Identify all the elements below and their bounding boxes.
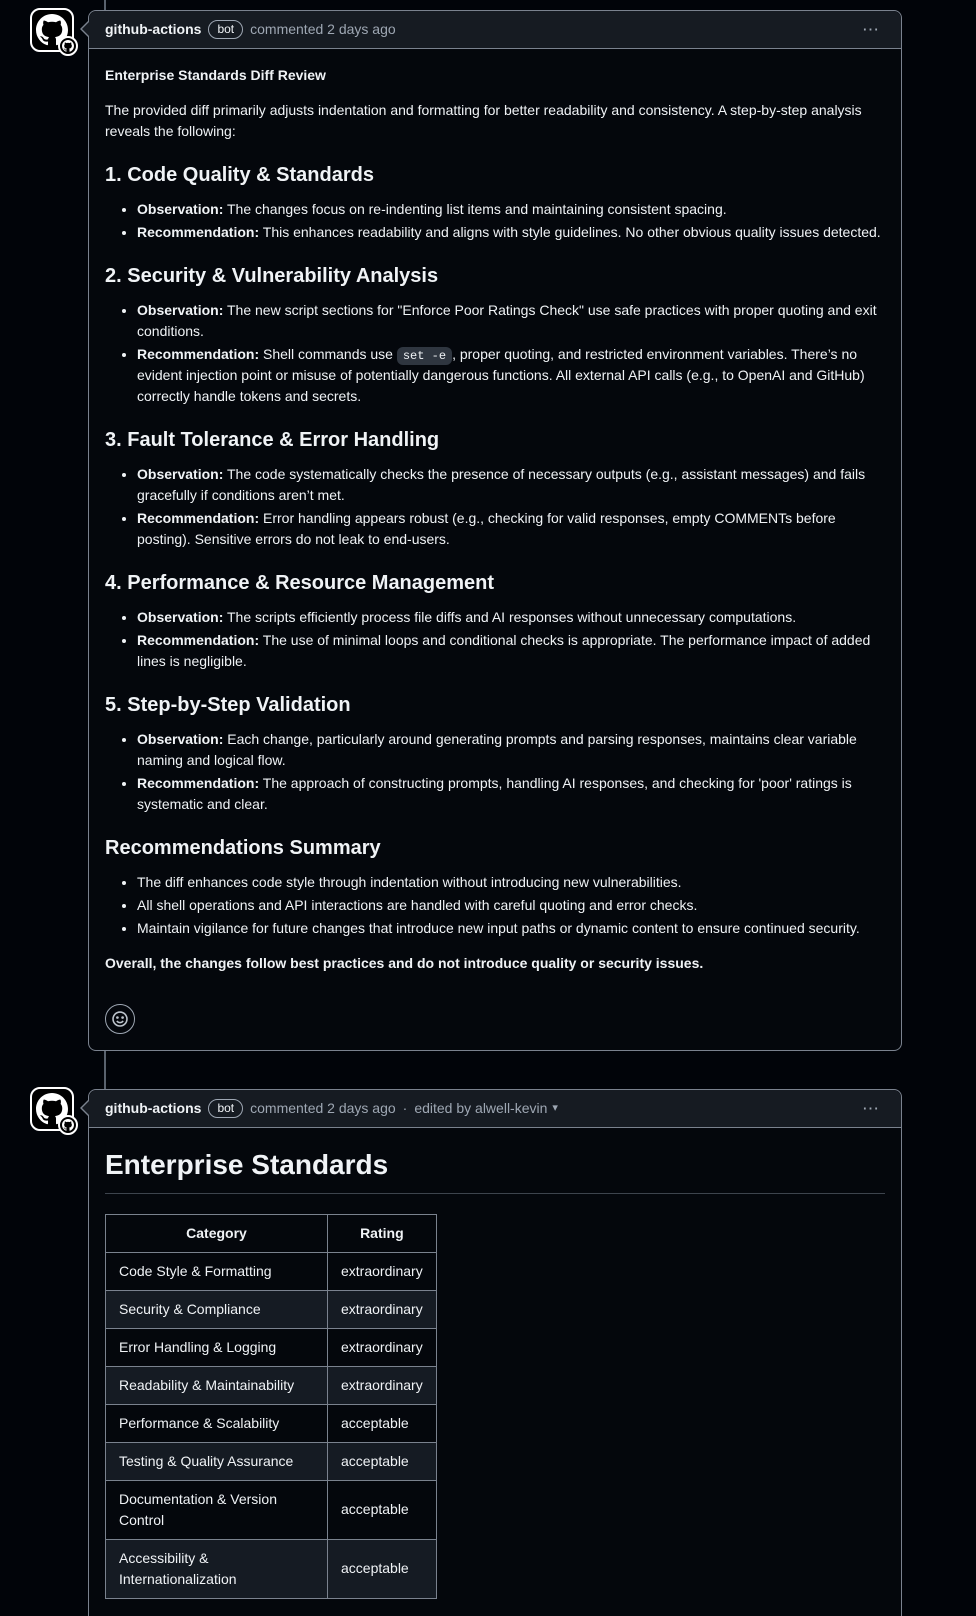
bullet-text: The changes focus on re-indenting list items and maintaining consistent spacing.: [227, 201, 727, 217]
section-heading-3: 3. Fault Tolerance & Error Handling: [105, 429, 440, 451]
comment-header: [89, 11, 901, 49]
list-item: • All shell operations and API interactions are handled with careful quoting and error checks.: [137, 895, 885, 916]
dot-separator: ·: [402, 1100, 408, 1116]
rating-cell: extraordinary: [328, 1366, 437, 1404]
avatar[interactable]: [30, 8, 74, 52]
rating-cell: acceptable: [328, 1539, 437, 1598]
table-row: [106, 1480, 437, 1539]
list-item: • Maintain vigilance for future changes that introduce new input paths or dynamic content to ensure continued security.: [137, 918, 885, 939]
section-list-4: [105, 607, 885, 672]
section-list-3: [105, 464, 885, 550]
chevron-down-icon[interactable]: ▾: [552, 1102, 558, 1115]
rating-cell: acceptable: [328, 1404, 437, 1442]
bullet-text: This enhances readability and aligns with style guidelines. No other obvious quality issues detected.: [262, 224, 881, 240]
bullet-text: , proper quoting, and restricted environment variables. There’s no evident injection point or misuse of potentially dangerous functions. All external API calls (e.g., to OpenAI and GitHub) correctly handle tokens and secrets.: [137, 346, 865, 404]
intro-paragraph: The provided diff primarily adjusts indentation and formatting for better readability and consistency. A step-by-step analysis reveals the following:: [105, 102, 862, 139]
avatar[interactable]: [30, 1087, 74, 1131]
bullet-text: The code systematically checks the presence of necessary outputs (e.g., assistant messages) and fails gracefully if conditions aren’t met.: [137, 466, 866, 503]
bullet-label: Observation:: [137, 609, 224, 625]
category-cell: Testing & Quality Assurance: [106, 1442, 328, 1480]
comment-title: [105, 65, 885, 86]
kebab-menu-button[interactable]: ⋯: [858, 19, 885, 40]
bullet-text: The use of minimal loops and conditional checks is appropriate. The performance impact of added lines is negligible.: [137, 632, 871, 669]
bullet-text: The scripts efficiently process file diffs and AI responses without unnecessary computations.: [227, 609, 797, 625]
page-title: Enterprise Standards: [105, 1148, 885, 1194]
bot-badge: bot: [208, 1099, 243, 1118]
author-link[interactable]: github-actions: [105, 1100, 202, 1116]
table-header-row: [106, 1214, 437, 1252]
rating-cell: extraordinary: [328, 1252, 437, 1290]
inline-code: set -e: [397, 347, 452, 365]
rating-cell: acceptable: [328, 1442, 437, 1480]
comment-2: [88, 1089, 902, 1616]
closing-statement: Overall, the changes follow best practices and do not introduce quality or security issues.: [105, 955, 704, 971]
reaction-row: [105, 1004, 885, 1034]
summary-heading: Recommendations Summary: [105, 837, 381, 859]
comment-box: [88, 1089, 902, 1616]
comment-body: [89, 1128, 901, 1616]
github-octocat-icon: [62, 40, 74, 52]
bullet-label: Recommendation:: [137, 510, 260, 526]
comment-1: [88, 10, 902, 1051]
section-heading-2: 2. Security & Vulnerability Analysis: [105, 265, 439, 287]
rating-cell: extraordinary: [328, 1328, 437, 1366]
list-item: • The diff enhances code style through indentation without introducing new vulnerabilities.: [137, 872, 885, 893]
column-header-rating: Rating: [328, 1214, 437, 1252]
bullet-label: Observation:: [137, 731, 224, 747]
section-heading-5: 5. Step-by-Step Validation: [105, 694, 351, 716]
bullet-label: Recommendation:: [137, 346, 260, 362]
list-item: [137, 630, 885, 672]
table-row: [106, 1366, 437, 1404]
table-row: [106, 1328, 437, 1366]
timestamp-link[interactable]: commented 2 days ago: [250, 21, 396, 37]
rating-cell: acceptable: [328, 1480, 437, 1539]
kebab-menu-button[interactable]: ⋯: [858, 1098, 885, 1119]
bullet-text: Each change, particularly around generating prompts and parsing responses, maintains clear variable naming and logical flow.: [137, 731, 857, 768]
comment-body: [89, 49, 901, 1050]
author-link[interactable]: github-actions: [105, 21, 202, 37]
smiley-icon: [111, 1010, 129, 1028]
list-item: [137, 464, 885, 506]
section-heading-4: 4. Performance & Resource Management: [105, 572, 495, 594]
list-item: [137, 222, 885, 243]
list-item: [137, 607, 885, 628]
section-list-5: [105, 729, 885, 815]
bullet-label: Recommendation:: [137, 775, 260, 791]
category-cell: Readability & Maintainability: [106, 1366, 328, 1404]
category-cell: Accessibility & Internationalization: [106, 1539, 328, 1598]
bullet-label: Observation:: [137, 201, 224, 217]
comment-box: [88, 10, 902, 1051]
timestamp-link[interactable]: commented 2 days ago: [250, 1100, 396, 1116]
bullet-text: Error handling appears robust (e.g., checking for valid responses, empty COMMENTs before posting). Sensitive errors do not leak to end-users.: [137, 510, 836, 547]
bullet-text: The new script sections for "Enforce Poor Ratings Check" use safe practices with proper quoting and exit conditions.: [137, 302, 877, 339]
bullet-text: The approach of constructing prompts, handling AI responses, and checking for 'poor' ratings is systematic and clear.: [137, 775, 852, 812]
category-cell: Security & Compliance: [106, 1290, 328, 1328]
ratings-table: [105, 1214, 437, 1599]
bullet-label: Recommendation:: [137, 632, 260, 648]
column-header-category: Category: [106, 1214, 328, 1252]
section-heading-1: 1. Code Quality & Standards: [105, 164, 374, 186]
list-item: [137, 344, 885, 407]
category-cell: Code Style & Formatting: [106, 1252, 328, 1290]
summary-list: [105, 872, 885, 939]
add-reaction-button[interactable]: [105, 1004, 135, 1034]
edited-by-dropdown[interactable]: edited by alwell-kevin: [414, 1100, 548, 1116]
bullet-label: Observation:: [137, 466, 224, 482]
bot-badge: bot: [208, 20, 243, 39]
bullet-text: Shell commands use: [263, 346, 393, 362]
table-row: [106, 1252, 437, 1290]
section-list-1: [105, 199, 885, 243]
table-row: [106, 1404, 437, 1442]
section-list-2: [105, 300, 885, 407]
list-item: [137, 199, 885, 220]
category-cell: Documentation & Version Control: [106, 1480, 328, 1539]
category-cell: Performance & Scalability: [106, 1404, 328, 1442]
table-row: [106, 1442, 437, 1480]
category-cell: Error Handling & Logging: [106, 1328, 328, 1366]
list-item: [137, 729, 885, 771]
table-row: [106, 1290, 437, 1328]
github-octocat-icon: [62, 1119, 74, 1131]
bot-avatar-badge: [58, 36, 78, 56]
bullet-label: Recommendation:: [137, 224, 260, 240]
rating-cell: extraordinary: [328, 1290, 437, 1328]
table-row: [106, 1539, 437, 1598]
list-item: [137, 773, 885, 815]
comment-title-text: Enterprise Standards Diff Review: [105, 67, 326, 83]
list-item: [137, 300, 885, 342]
bullet-label: Observation:: [137, 302, 224, 318]
comment-header: [89, 1090, 901, 1128]
list-item: [137, 508, 885, 550]
bot-avatar-badge: [58, 1115, 78, 1135]
